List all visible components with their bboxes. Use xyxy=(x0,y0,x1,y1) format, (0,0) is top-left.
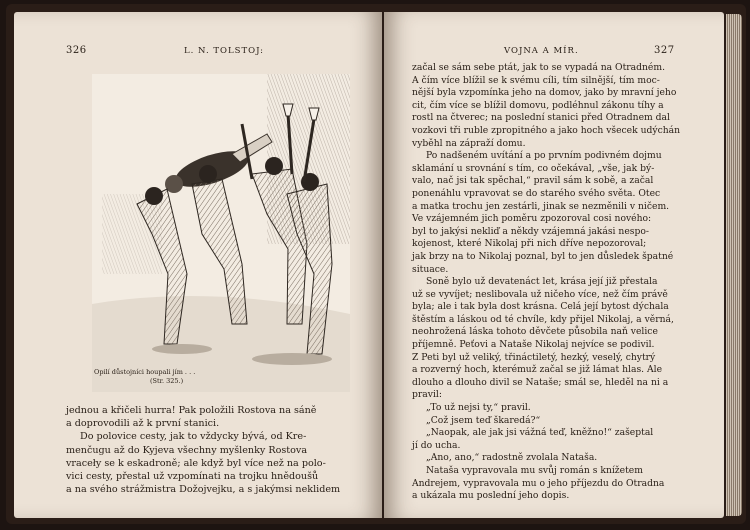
text-line: byl to jakýsi nekliď a někdy vzájemná jakási nespo- xyxy=(412,225,649,237)
right-body-text xyxy=(412,62,704,503)
text-line: štěstím a láskou od té chvíle, kdy přijel Nikolaj, a věrná, xyxy=(412,313,674,325)
illustration-caption xyxy=(94,368,195,386)
text-line: „Ano, ano,“ radostně zvolala Nataša. xyxy=(426,452,598,464)
text-line: rostl na čtverec; na poslední stanici před Otradnem dal xyxy=(412,112,670,124)
text-line: Do polovice cesty, jak to vždycky bývá, od Kre- xyxy=(80,431,307,443)
text-line: nější byla vzpomínka jeho na domov, jako by mravní jeho xyxy=(412,87,677,99)
text-line: jí do ucha. xyxy=(412,439,461,451)
text-line: valo, nač jsi tak spěchal,“ pravil sám k sobě, a začal xyxy=(412,175,654,187)
text-line: vozkovi tři ruble zpropitného a jako hoch všecek udýchán xyxy=(412,124,681,136)
text-line: Ve vzájemném jich poměru zpozoroval cosi nového: xyxy=(412,213,652,225)
text-line: příjemně. Peťovi a Nataše Nikolaj nejvíce se podivil. xyxy=(412,339,655,351)
text-line: a rozverný hoch, kterémuž začal se již lámat hlas. Ale xyxy=(412,364,663,376)
text-line: a ukázala mu poslední jeho dopis. xyxy=(412,490,570,502)
text-line: menčugu až do Kyjeva všechny myšlenky Rostova xyxy=(66,444,308,456)
text-line: sklamání u srovnání s tím, co očekával, „vše, jak bý- xyxy=(412,162,655,174)
text-line: kojenost, které Nikolaj při nich dříve nepozoroval; xyxy=(412,238,647,250)
text-line: Andrejem, vypravovala mu o jeho příjezdu do Otradna xyxy=(412,477,665,489)
text-line: dlouho a dlouho divil se Nataše; smál se, hleděl na ni a xyxy=(412,376,669,388)
text-line: vraceły se k eskadroně; ale když byl více než na polo- xyxy=(66,457,326,469)
text-line: jednou a křičeli hurra! Pak položili Rostova na sáně xyxy=(66,405,317,416)
text-line: jak brzy na to Nikolaj poznal, byl to jen důsledek špatné xyxy=(412,250,674,262)
text-line: „Naopak, ale jak jsi vážná teď, kněžno!“ zašeptal xyxy=(426,427,654,439)
text-line: už se vyvíjet; neslibovala už ničeho více, než čím právě xyxy=(412,288,668,300)
right-page xyxy=(384,12,724,518)
text-line: a matka trochu jen zestárli, jinak se nezměnili v ničem. xyxy=(412,200,670,212)
engraving-illustration xyxy=(92,74,350,392)
open-book xyxy=(6,4,746,524)
text-line: byla; ale i tak byla dost krásna. Celá její bytost dýchala xyxy=(412,301,669,313)
text-line: A čím více blížil se k svému cíli, tím silnější, tím moc- xyxy=(412,74,660,86)
text-line: „To už nejsi ty,“ pravil. xyxy=(426,402,531,414)
text-line: a doprovodili až k první stanici. xyxy=(66,418,220,430)
engraving-officers-icon xyxy=(92,74,350,392)
left-page xyxy=(14,12,382,518)
text-line: začal se sám sebe ptát, jak to se vypadá na Otradném. xyxy=(412,62,665,73)
text-line: cit, čím více se blížil domovu, podléhnul zákonu tíhy a xyxy=(412,99,664,111)
text-line: Z Peti byl už veliký, třináctiletý, hezký, veselý, chytrý xyxy=(412,351,656,363)
text-line: neohrožená láska tohoto děvčete působila naň velice xyxy=(412,326,658,338)
right-running-head: VOJNA A MÍR. xyxy=(504,46,579,56)
text-line: a na svého strážmistra Dožojvejku, a s jakýmsi neklidem xyxy=(66,484,341,496)
left-page-number: 326 xyxy=(66,45,87,56)
text-line: Soně bylo už devatenáct let, krása její již přestala xyxy=(426,276,658,288)
right-page-number: 327 xyxy=(654,45,675,56)
text-line: vyběhl na zápraží domu. xyxy=(412,137,526,149)
page-edges xyxy=(726,14,742,516)
caption-text: Opilí důstojníci houpali jím . . . xyxy=(94,368,196,376)
text-line: pravil: xyxy=(412,389,442,401)
text-line: situace. xyxy=(412,263,449,275)
text-line: vici cesty, přestal už vzpomínati na trojku hnědoušů xyxy=(66,471,319,483)
text-line: Po nadšeném uvítání a po prvním podivném dojmu xyxy=(426,150,662,162)
caption-page-ref: (Str. 325.) xyxy=(150,377,184,385)
text-line: „Což jsem teď škaredá?“ xyxy=(426,414,541,426)
text-line: Nataša vypravovala mu svůj román s knížetem xyxy=(426,465,643,476)
text-line: ponenáhlu vpravovat se do starého svého světa. Otec xyxy=(412,187,661,199)
left-body-text xyxy=(66,404,358,496)
left-running-head: L. N. TOLSTOJ: xyxy=(184,46,265,56)
